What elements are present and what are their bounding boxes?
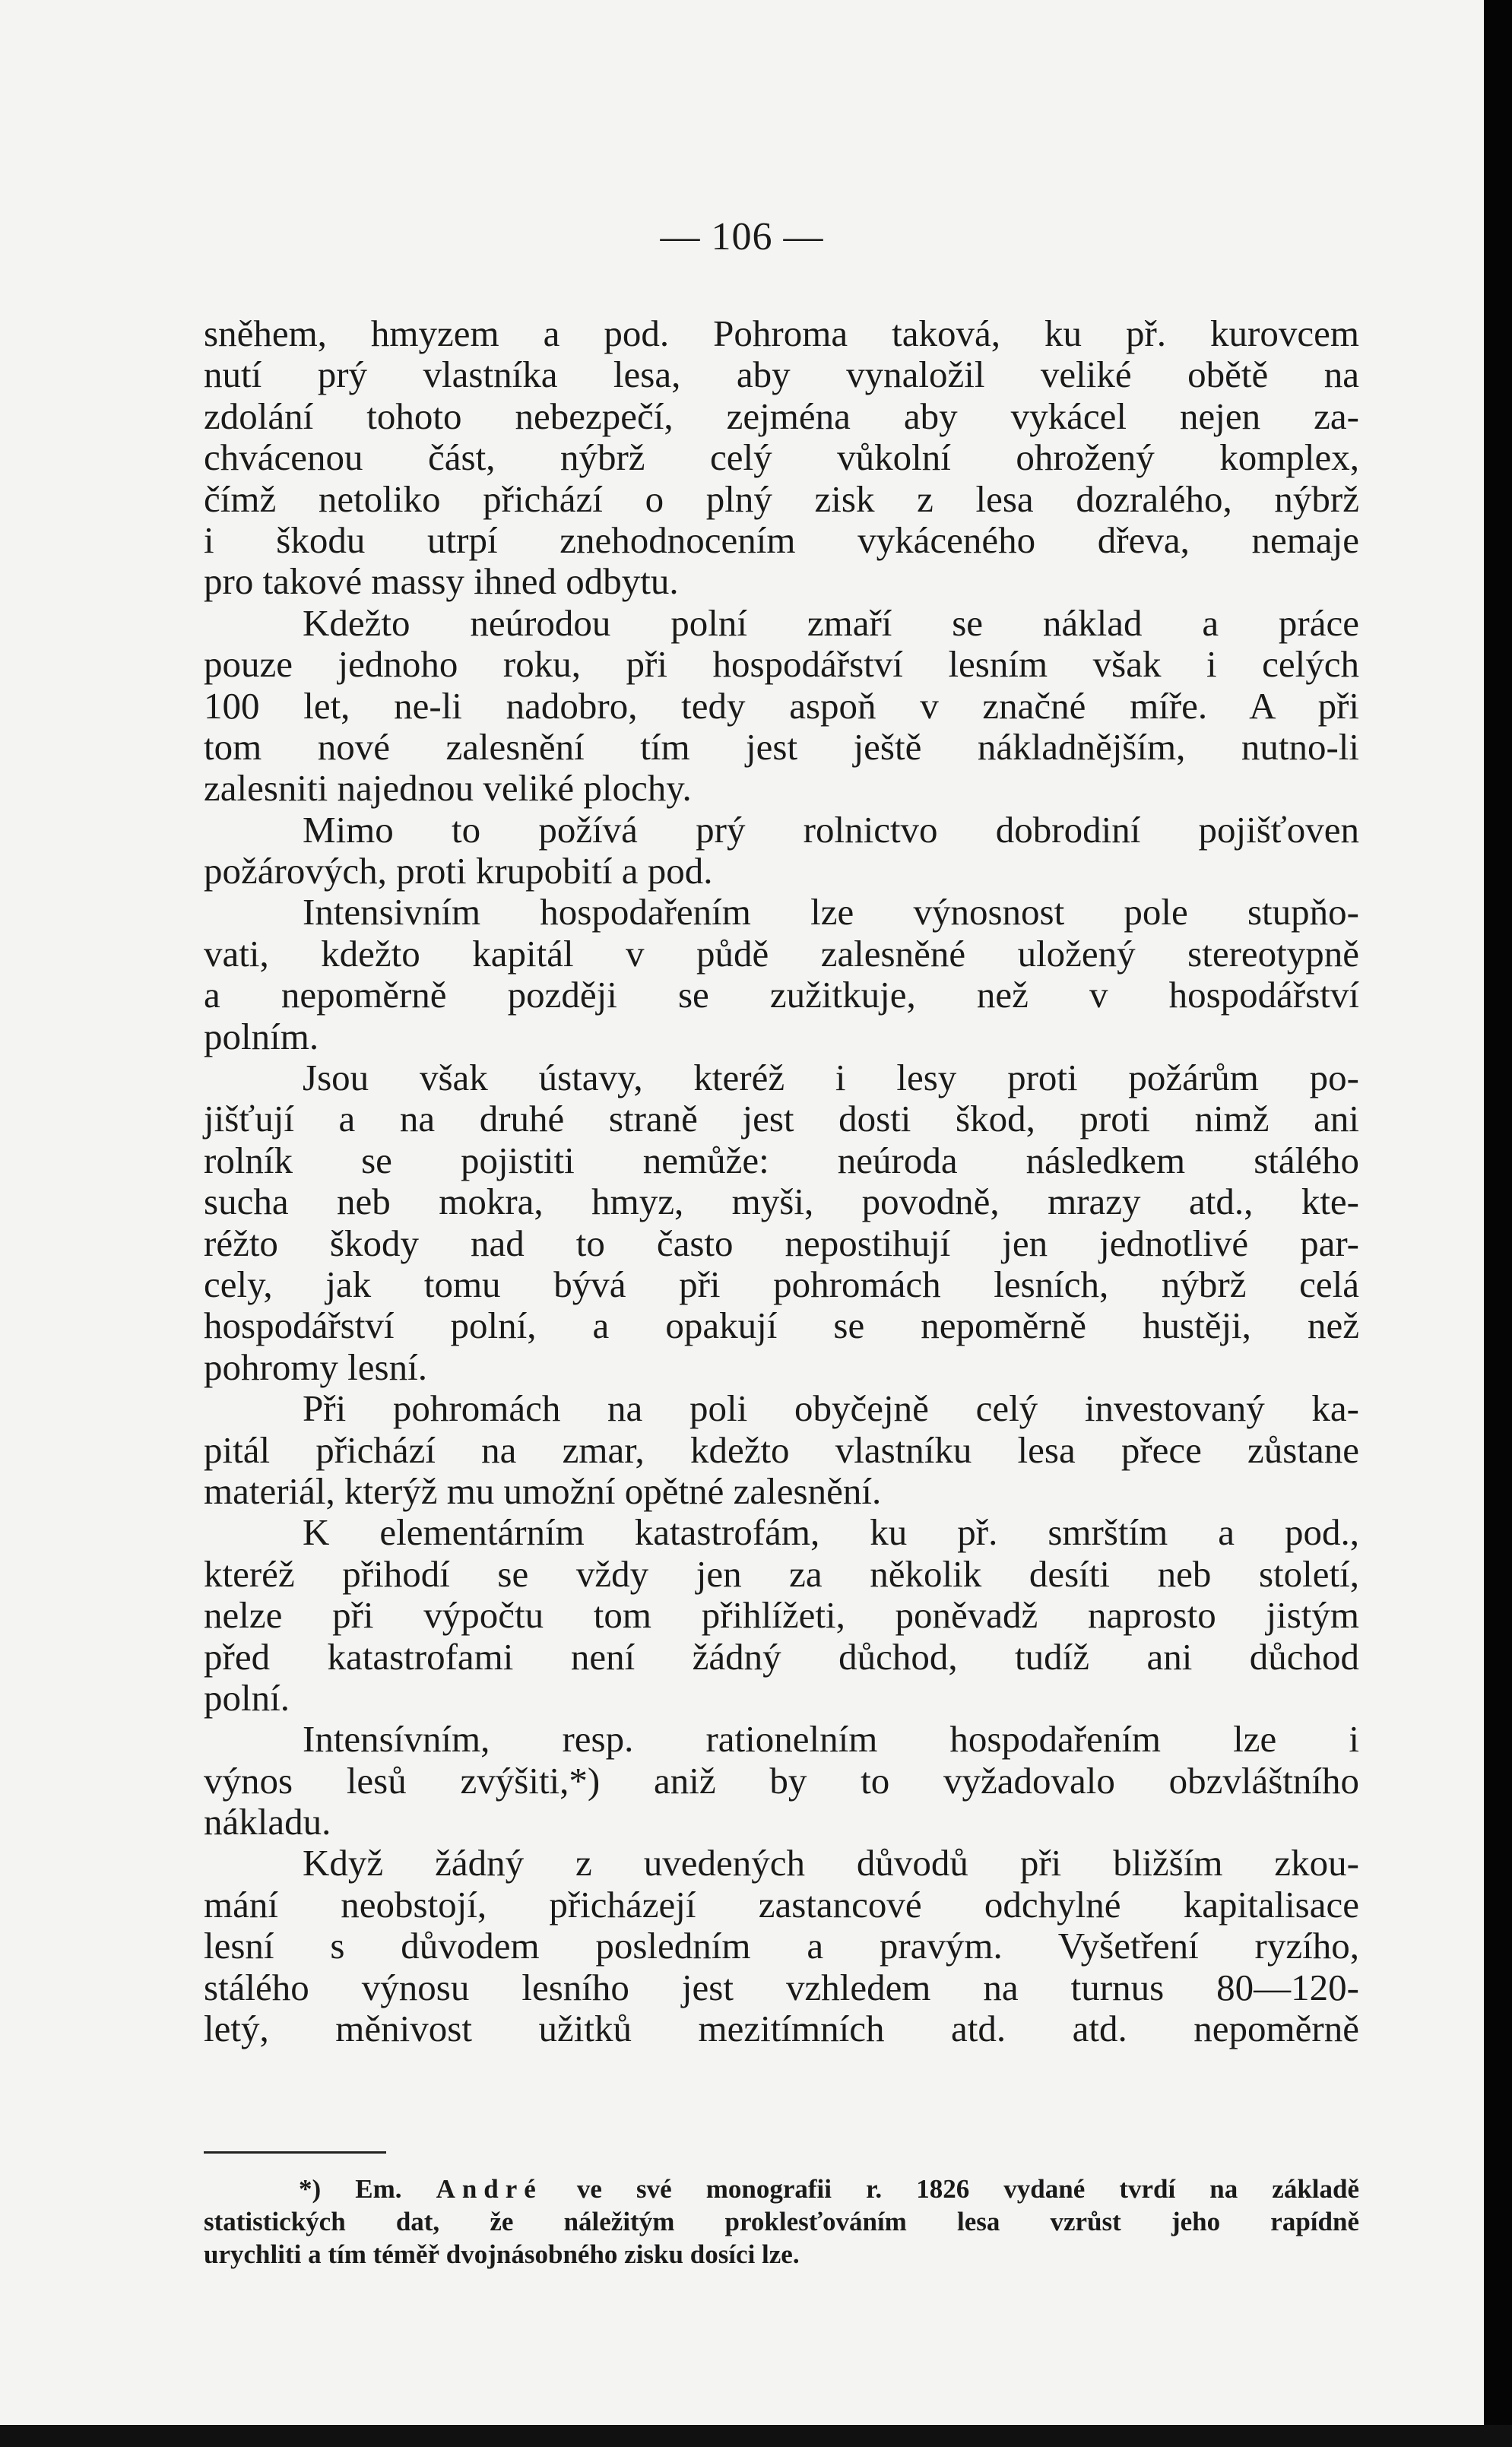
page-number: — 106 — [660,215,824,258]
text-line: Intensívním, resp. rationelním hospodařením lze i [303,1718,1359,1761]
text-line: čímž netoliko přichází o plný zisk z lesa dozralého, nýbrž [204,477,1359,520]
text-line: pohromy lesní. [204,1346,427,1388]
text-line: letý, měnivost užitků mezitímních atd. atd. nepoměrně [204,2008,1359,2050]
footnote-marker: *) Em. [299,2174,402,2204]
text-line: zdolání tohoto nebezpečí, zejména aby vykácel nejen za- [204,395,1359,437]
text-line: Když žádný z uvedených důvodů při bližším zkou- [303,1842,1359,1884]
text-line: zalesniti najednou veliké plochy. [204,767,692,810]
text-line: polní. [204,1676,290,1719]
text-line: před katastrofami není žádný důchod, tudíž ani důchod [204,1635,1359,1678]
text-line: chvácenou část, nýbrž celý vůkolní ohrožený komplex, [204,436,1359,479]
footnote-line: urychliti a tím téměř dvojnásobného zisku dosíci lze. [204,2239,800,2269]
text-line: Při pohromách na poli obyčejně celý investovaný ka- [303,1387,1359,1430]
text-line: stálého výnosu lesního jest vzhledem na turnus 80—120- [204,1966,1359,2008]
text-line: mání neobstojí, přicházejí zastancové odchylné kapitalisace [204,1883,1359,1926]
text-line: výnos lesů zvýšiti,*) aniž by to vyžadovalo obzvláštního [204,1759,1359,1802]
footnote [204,2173,1359,2271]
text-line: lesní s důvodem posledním a pravým. Vyšetření ryzího, [204,1925,1359,1967]
text-line: hospodářství polní, a opakují se nepoměrně hustěji, než [204,1304,1359,1347]
text-line: a nepoměrně později se zužitkuje, než v hospodářství [204,974,1359,1016]
text-line: pitál přichází na zmar, kdežto vlastníku lesa přece zůstane [204,1428,1359,1471]
text-line: Kdežto neúrodou polní zmaří se náklad a práce [303,601,1359,644]
text-line: K elementárním katastrofám, ku př. smrštím a pod., [303,1511,1359,1554]
text-line: kteréž přihodí se vždy jen za několik desíti neb století, [204,1552,1359,1595]
text-line: Jsou však ústavy, kteréž i lesy proti požárům po- [303,1057,1359,1099]
text-line: polním. [204,1015,319,1057]
scan-border-right [1484,0,1512,2447]
footnote-divider [204,2151,386,2154]
text-line: nákladu. [204,1801,331,1843]
text-line: Mimo to požívá prý rolnictvo dobrodiní pojišťoven [303,808,1359,851]
body-text [204,313,1359,2049]
scan-border-bottom [0,2425,1512,2447]
text-line: pouze jednoho roku, při hospodářství lesním však i celých [204,643,1359,686]
text-line: materiál, kterýž mu umožní opětné zalesnění. [204,1469,882,1512]
footnote-author: André [436,2174,543,2204]
text-line: požárových, proti krupobití a pod. [204,850,713,892]
text-line: pro takové massy ihned odbytu. [204,560,679,603]
text-line: réžto škody nad to často nepostihují jen jednotlivé par- [204,1222,1359,1264]
text-line: tom nové zalesnění tím jest ještě nákladnějším, nutno-li [204,725,1359,768]
text-line: nutí prý vlastníka lesa, aby vynaložil veliké obětě na [204,353,1359,396]
text-line: i škodu utrpí znehodnocením vykáceného dřeva, nemaje [204,518,1359,561]
footnote-line [204,2173,1359,2205]
text-line: cely, jak tomu bývá při pohromách lesních, nýbrž celá [204,1263,1359,1305]
text-line: 100 let, ne-li nadobro, tedy aspoň v značné míře. A při [204,684,1359,727]
text-line: vati, kdežto kapitál v půdě zalesněné uložený stereotypně [204,932,1359,975]
text-line: sněhem, hmyzem a pod. Pohroma taková, ku př. kurovcem [204,312,1359,354]
text-line: Intensivním hospodařením lze výnosnost pole stupňo- [303,891,1359,933]
text-line: nelze při výpočtu tom přihlížeti, poněvadž naprosto jistým [204,1594,1359,1637]
text-line: rolník se pojistiti nemůže: neúroda následkem stálého [204,1139,1359,1181]
footnote-text: ve své monografii r. 1826 vydané tvrdí na základě [576,2174,1360,2204]
text-line: jišťují a na druhé straně jest dosti škod, proti nimž ani [204,1098,1359,1140]
footnote-line: statistických dat, že náležitým proklesťováním lesa vzrůst jeho rapídně [204,2207,1359,2236]
text-line: sucha neb mokra, hmyz, myši, povodně, mrazy atd., kte- [204,1181,1359,1223]
